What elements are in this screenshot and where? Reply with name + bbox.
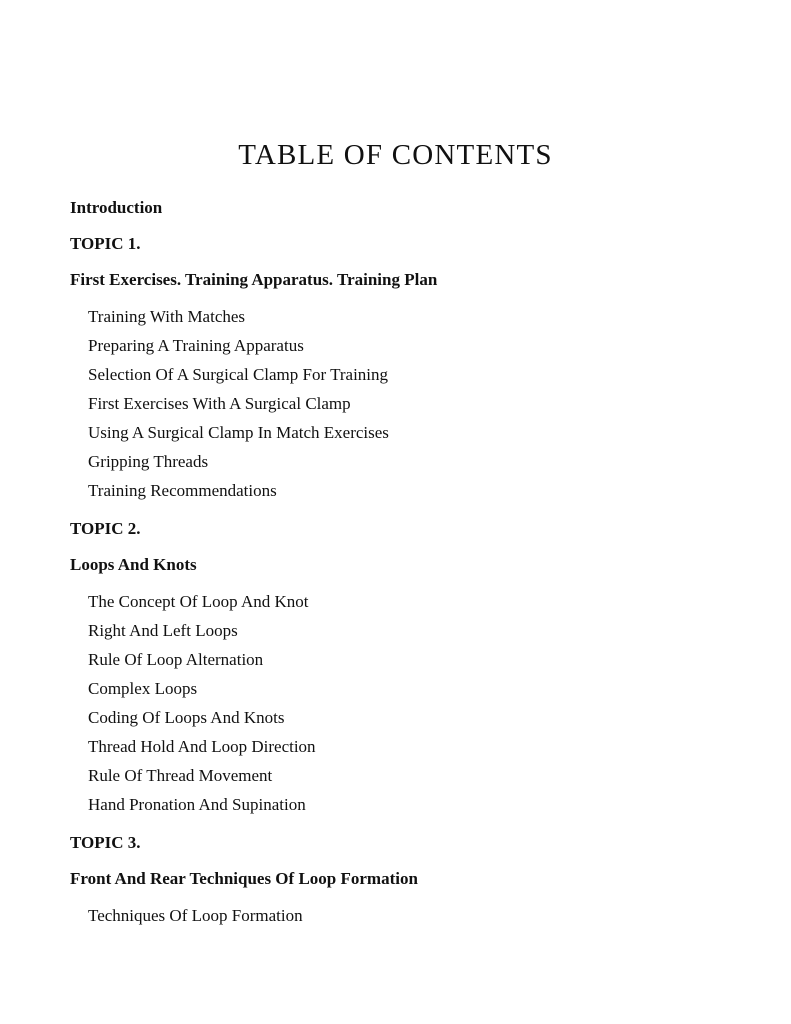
page-title: TABLE OF CONTENTS [238, 139, 553, 171]
toc-item: Thread Hold And Loop Direction [88, 737, 316, 756]
toc-item: The Concept Of Loop And Knot [88, 592, 309, 611]
toc-item: Rule Of Loop Alternation [88, 650, 264, 669]
toc-item: Hand Pronation And Supination [88, 795, 306, 814]
toc-item: Training With Matches [88, 307, 246, 326]
toc-heading-topic-3-title: Front And Rear Techniques Of Loop Formation [70, 869, 418, 888]
toc-list [70, 197, 750, 934]
toc-heading-topic-2: TOPIC 2. [70, 519, 141, 538]
toc-heading-topic-1: TOPIC 1. [70, 234, 141, 253]
toc-item: Using A Surgical Clamp In Match Exercises [88, 423, 389, 442]
toc-item: Coding Of Loops And Knots [88, 708, 285, 727]
toc-item: Gripping Threads [88, 452, 209, 471]
toc-item: Preparing A Training Apparatus [88, 336, 304, 355]
toc-item: Complex Loops [88, 679, 198, 698]
toc-item: First Exercises With A Surgical Clamp [88, 394, 351, 413]
toc-heading-topic-3: TOPIC 3. [70, 833, 141, 852]
toc-heading-topic-2-title: Loops And Knots [70, 555, 197, 574]
toc-item: Techniques Of Loop Formation [88, 906, 303, 925]
toc-item: Selection Of A Surgical Clamp For Training [88, 365, 389, 384]
toc-heading-topic-1-title: First Exercises. Training Apparatus. Training Plan [70, 270, 438, 289]
toc-item: Right And Left Loops [88, 621, 238, 640]
toc-item: Rule Of Thread Movement [88, 766, 273, 785]
toc-item: Training Recommendations [88, 481, 277, 500]
toc-heading-introduction: Introduction [70, 198, 163, 217]
